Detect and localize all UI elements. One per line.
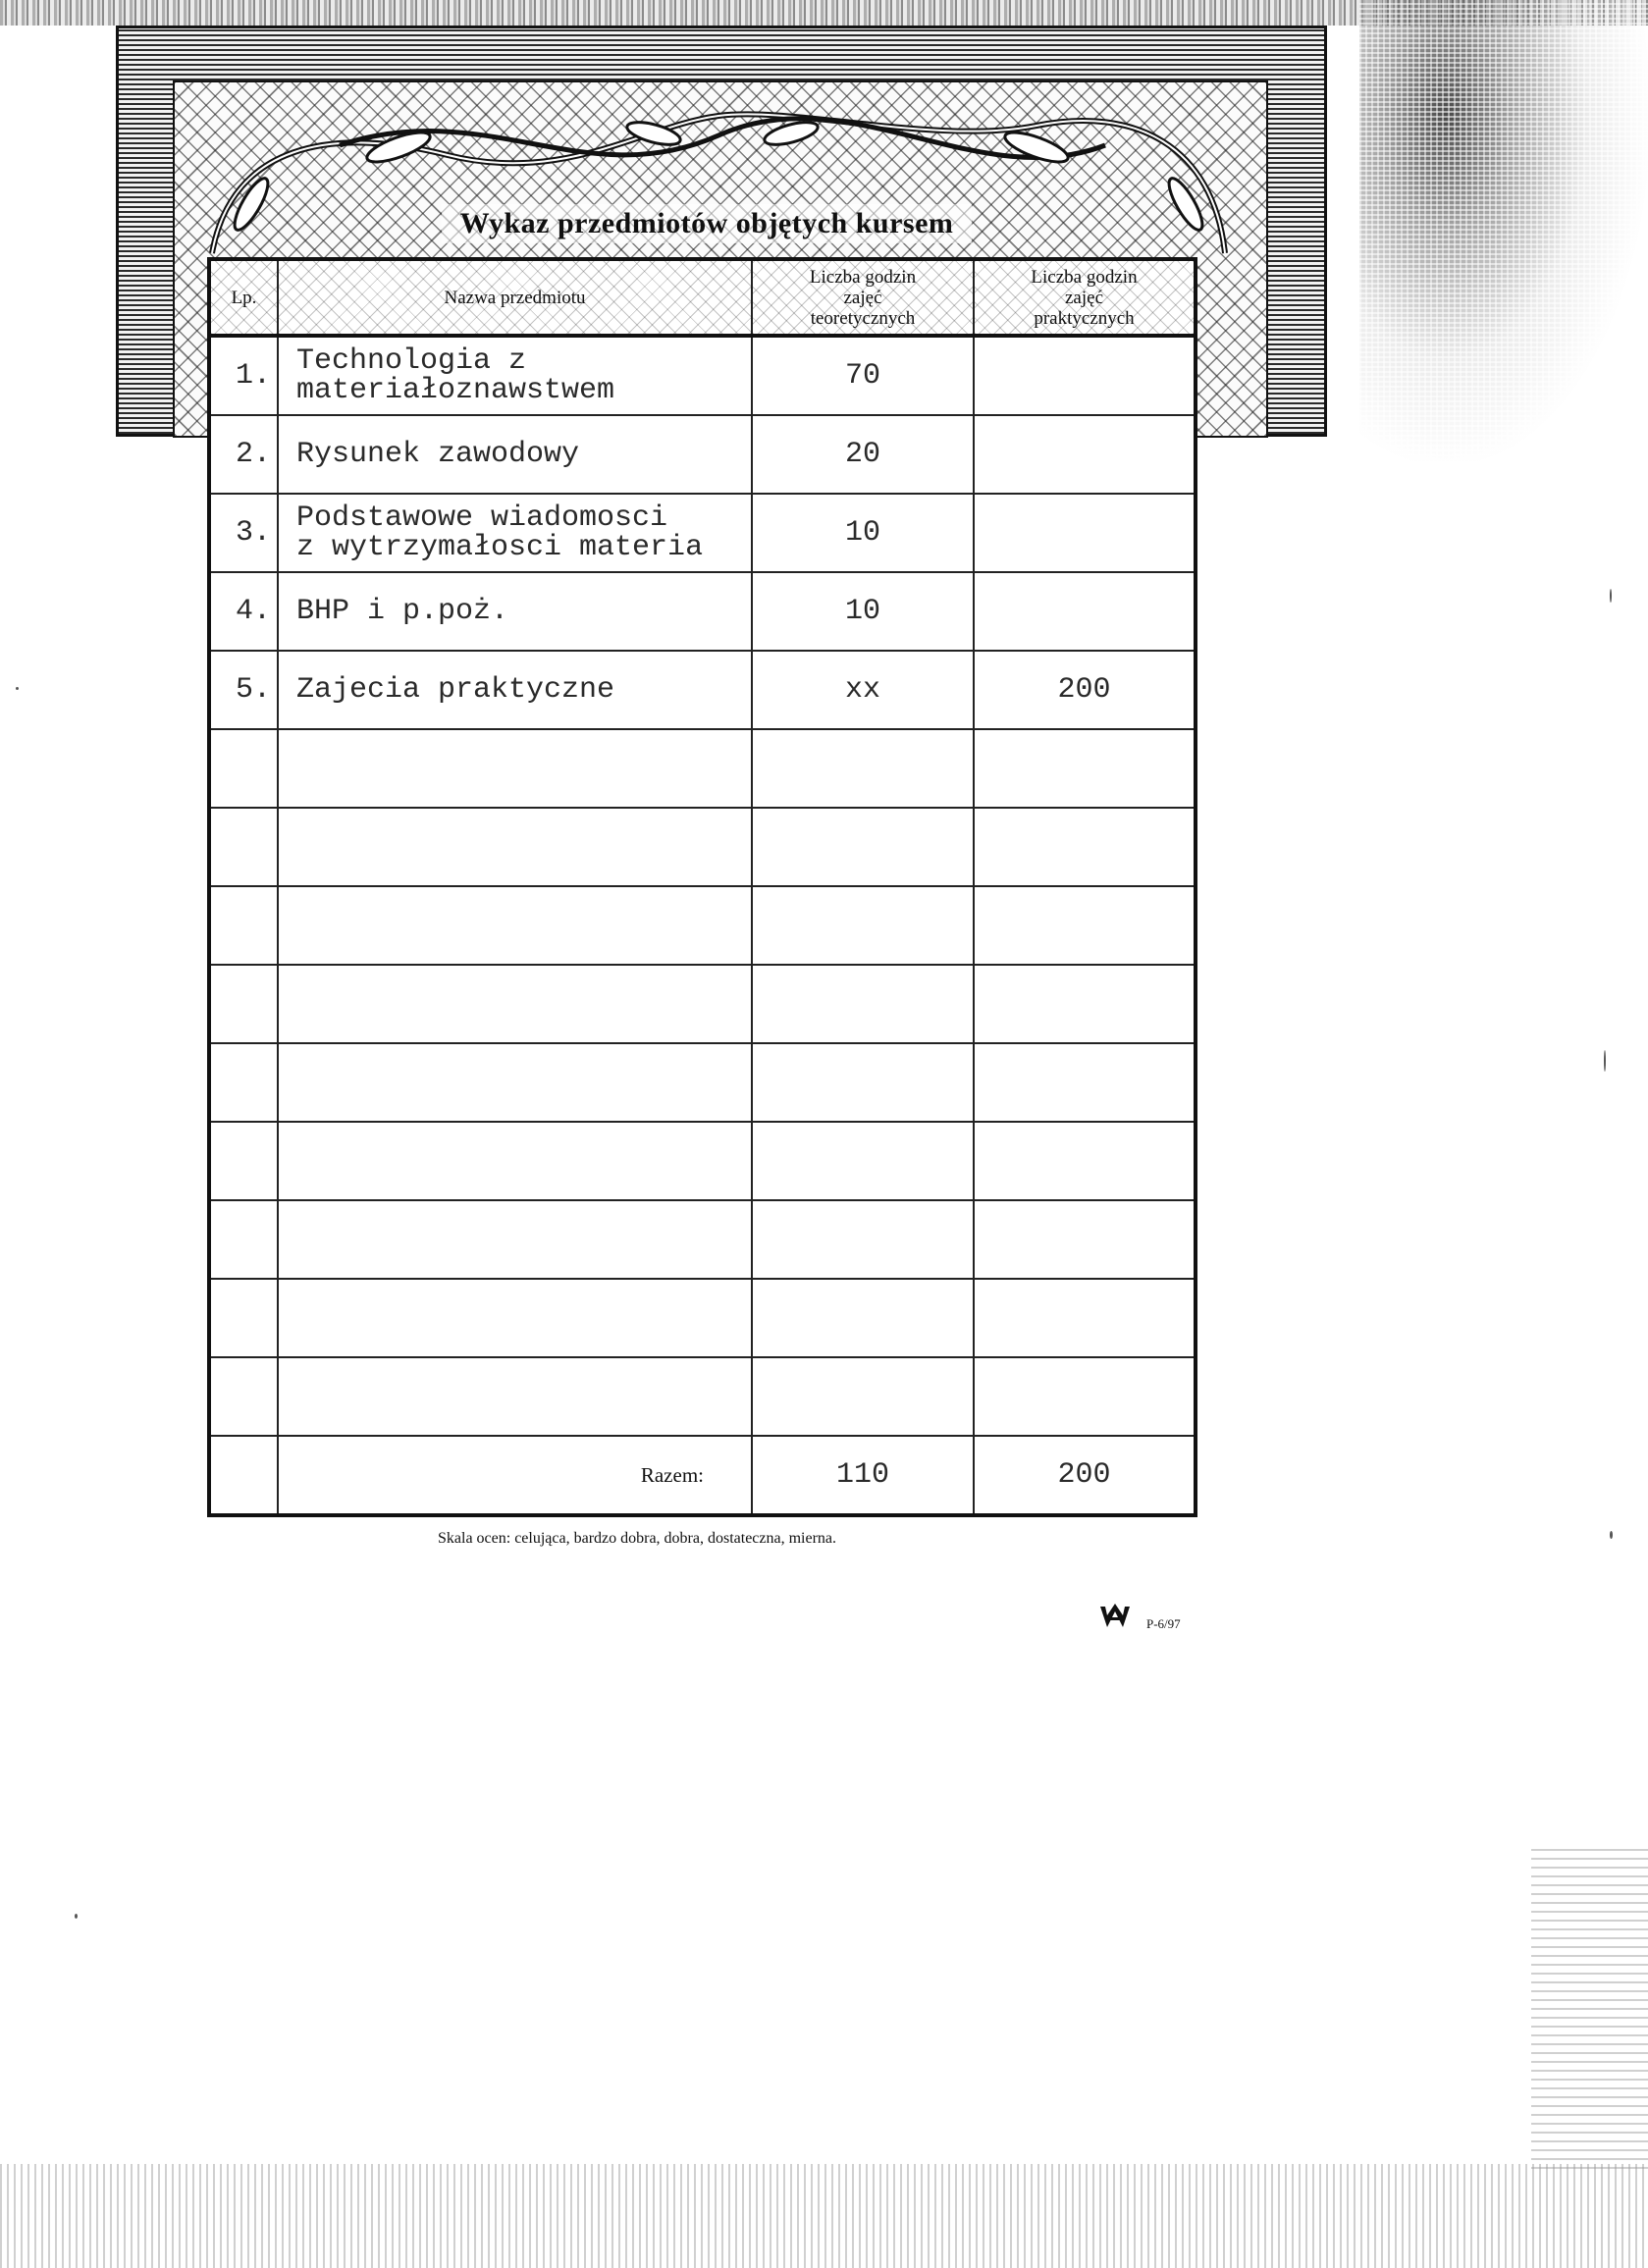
table-row bbox=[209, 336, 1196, 415]
table-row bbox=[209, 572, 1196, 651]
form-code: P-6/97 bbox=[1146, 1616, 1181, 1631]
grading-scale-note: Skala ocen: celująca, bardzo dobra, dobra, dostateczna, mierna. bbox=[438, 1530, 837, 1547]
empty-row bbox=[209, 965, 1196, 1043]
table-row bbox=[209, 494, 1196, 572]
empty-row bbox=[209, 886, 1196, 965]
total-theory-hours: 110 bbox=[752, 1436, 974, 1515]
total-label: Razem: bbox=[278, 1436, 752, 1515]
scan-speck bbox=[1604, 1050, 1606, 1072]
empty-row bbox=[209, 1279, 1196, 1357]
row-theory-hours: xx bbox=[752, 651, 974, 729]
empty-row bbox=[209, 1043, 1196, 1122]
row-practice-hours bbox=[974, 336, 1196, 415]
publisher-logo-icon bbox=[1099, 1604, 1131, 1629]
header-theory-line: zajęć bbox=[843, 287, 882, 308]
row-subject-line: materiałoznawstwem bbox=[296, 374, 615, 407]
row-subject-name bbox=[278, 572, 752, 651]
header-practice-hours bbox=[974, 259, 1196, 336]
empty-row bbox=[209, 1357, 1196, 1436]
row-lp: 1. bbox=[209, 336, 278, 415]
row-subject-line: Podstawowe wiadomosci bbox=[296, 501, 668, 535]
row-practice-hours bbox=[974, 494, 1196, 572]
empty-row bbox=[209, 1122, 1196, 1200]
total-lp-cell bbox=[209, 1436, 278, 1515]
row-practice-hours bbox=[974, 572, 1196, 651]
header-theory-line: Liczba godzin bbox=[809, 266, 917, 288]
empty-row bbox=[209, 808, 1196, 886]
total-row bbox=[209, 1436, 1196, 1515]
row-subject-name bbox=[278, 651, 752, 729]
vine-ornament-icon bbox=[192, 86, 1245, 273]
row-subject-line: Technologia z bbox=[296, 344, 527, 378]
course-subjects-table bbox=[207, 257, 1197, 1517]
header-subject-name: Nazwa przedmiotu bbox=[278, 259, 752, 336]
header-practice-line: praktycznych bbox=[1034, 307, 1135, 329]
header-practice-line: Liczba godzin bbox=[1031, 266, 1138, 288]
table-row bbox=[209, 415, 1196, 494]
row-lp: 3. bbox=[209, 494, 278, 572]
header-lp: Lp. bbox=[209, 259, 278, 336]
row-theory-hours: 70 bbox=[752, 336, 974, 415]
row-subject-name bbox=[278, 415, 752, 494]
scan-speck bbox=[16, 687, 19, 690]
row-theory-hours: 20 bbox=[752, 415, 974, 494]
row-lp: 4. bbox=[209, 572, 278, 651]
row-practice-hours: 200 bbox=[974, 651, 1196, 729]
row-practice-hours bbox=[974, 415, 1196, 494]
empty-row bbox=[209, 729, 1196, 808]
scan-dither-right bbox=[1359, 0, 1648, 461]
document-title: Wykaz przedmiotów objętych kursem bbox=[459, 207, 954, 239]
total-practice-hours: 200 bbox=[974, 1436, 1196, 1515]
scan-speck bbox=[1610, 1531, 1613, 1539]
row-theory-hours: 10 bbox=[752, 494, 974, 572]
header-theory-line: teoretycznych bbox=[810, 307, 916, 329]
row-subject-line: Rysunek zawodowy bbox=[296, 438, 580, 471]
row-subject-name bbox=[278, 494, 752, 572]
row-subject-line: BHP i p.poż. bbox=[296, 595, 509, 628]
row-lp: 2. bbox=[209, 415, 278, 494]
scan-speck bbox=[75, 1914, 78, 1919]
scan-speck bbox=[1610, 589, 1612, 603]
row-theory-hours: 10 bbox=[752, 572, 974, 651]
table-row bbox=[209, 651, 1196, 729]
table-header-row bbox=[209, 259, 1196, 336]
row-lp: 5. bbox=[209, 651, 278, 729]
empty-row bbox=[209, 1200, 1196, 1279]
row-subject-line: Zajecia praktyczne bbox=[296, 673, 615, 707]
header-practice-line: zajęć bbox=[1064, 287, 1103, 308]
header-theory-hours bbox=[752, 259, 974, 336]
row-subject-name bbox=[278, 336, 752, 415]
scan-noise-bottom bbox=[0, 2164, 1648, 2268]
row-subject-line: z wytrzymałosci materia bbox=[296, 531, 704, 564]
scan-noise-bottom-right bbox=[1531, 1845, 1648, 2169]
